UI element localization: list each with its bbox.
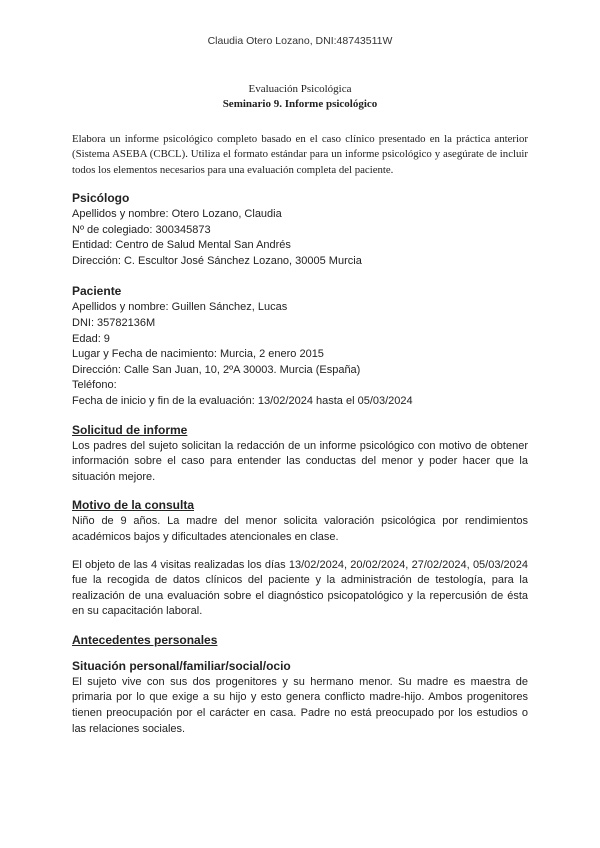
solicitud-heading: Solicitud de informe — [72, 422, 188, 437]
solicitud-text: Los padres del sujeto solicitan la redacción de un informe psicológico con motivo de obtener información sobre el caso para entender las conductas del menor y poder hacer que la situación mejore. — [72, 439, 528, 483]
antecedentes-heading: Antecedentes personales — [72, 632, 218, 647]
paciente-edad: Edad: 9 — [72, 332, 110, 345]
situacion-subheading: Situación personal/familiar/social/ocio — [72, 658, 291, 673]
intro-paragraph: Elabora un informe psicológico completo basado en el caso clínico presentado en la práctica anterior (Sistema ASEBA (CBCL). Utiliza el formato estándar para un informe psicológico y asegúrate de incluir todos los elementos necesarios para una evaluación completa del paciente. — [72, 132, 528, 176]
paciente-heading: Paciente — [72, 284, 122, 299]
course-title: Evaluación Psicológica — [248, 83, 352, 95]
motivo-heading: Motivo de la consulta — [72, 498, 195, 513]
paciente-fechas: Fecha de inicio y fin de la evaluación: 13/02/2024 hasta el 05/03/2024 — [72, 394, 413, 407]
psicologo-heading: Psicólogo — [72, 191, 130, 205]
paciente-telefono: Teléfono: — [72, 379, 117, 392]
psicologo-direccion: Dirección: C. Escultor José Sánchez Lozano, 30005 Murcia — [72, 254, 362, 267]
psicologo-entidad: Entidad: Centro de Salud Mental San Andrés — [72, 239, 291, 252]
motivo-text-1: Niño de 9 años. La madre del menor solicita valoración psicológica por rendimientos académicos bajos y dificultades atencionales en clase. — [72, 515, 528, 543]
psicologo-name: Apellidos y nombre: Otero Lozano, Claudia — [72, 208, 282, 220]
motivo-text-2: El objeto de las 4 visitas realizadas los días 13/02/2024, 20/02/2024, 27/02/2024, 05/03/2024 fue la recogida de datos clínicos del paciente y la administración de testología, para la realización de una evaluación sobre el diagnóstico psicopatológico y la repercusión de ésta en su capacitación laboral. — [72, 558, 528, 618]
report-content — [72, 190, 528, 737]
paciente-nacimiento: Lugar y Fecha de nacimiento: Murcia, 2 enero 2015 — [72, 348, 324, 361]
psicologo-colegiado: Nº de colegiado: 300345873 — [72, 223, 211, 236]
page-header-author: Claudia Otero Lozano, DNI:48743511W — [207, 35, 393, 47]
paciente-direccion: Dirección: Calle San Juan, 10, 2ºA 30003. Murcia (España) — [72, 363, 361, 376]
paciente-dni: DNI: 35782136M — [72, 316, 156, 329]
situacion-text: El sujeto vive con sus dos progenitores y su hermano menor. Su madre es maestra de primaria por lo que exige a su hijo y esto genera conflicto madre-hijo. Ambos progenitores tienen preocupación por el carácter en casa. Padre no está preocupado por los estudios o las relaciones sociales. — [72, 675, 528, 735]
paciente-name: Apellidos y nombre: Guillen Sánchez, Lucas — [72, 301, 288, 314]
title-block — [0, 82, 600, 112]
seminar-title: Seminario 9. Informe psicológico — [222, 98, 378, 110]
